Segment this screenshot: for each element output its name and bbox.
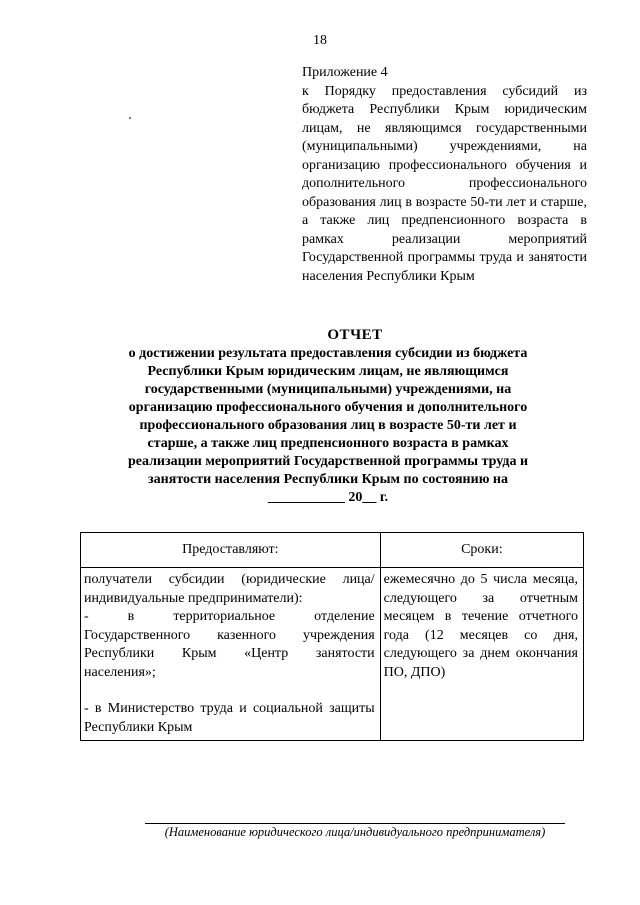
table-cell-deadlines: [380, 568, 583, 741]
page-number: 18: [313, 33, 327, 48]
table-header-cell: Предоставляют:: [81, 533, 381, 568]
submitters-text: - в Министерство труда и социальной защиты Республики Крым: [84, 701, 375, 735]
annex-block: [302, 64, 587, 286]
signature-line: [145, 823, 565, 824]
table-cell-submitters: [81, 568, 381, 741]
report-subtitle: о достижении результата предоставления субсидии из бюджета Республики Крым юридическим лицам, не являющимся государственными (муниципальными) учреждениями, на организацию профессионального обучения и дополнительного профессионального образования лиц в возрасте 50-ти лет и старше, а также лиц предпенсионного возраста в рамках реализации мероприятий Государственной программы труда и занятости населения Республики Крым по состоянию на ___________ 20__ г.: [127, 346, 529, 505]
table-header-cell: Сроки:: [380, 533, 583, 568]
scan-speck: [129, 117, 131, 119]
annex-body: к Порядку предоставления субсидий из бюджета Республики Крым юридическим лицам, не являющимся государственными (муниципальными) учреждениями, на организацию профессионального обучения и дополнительного профессионального образования лиц в возрасте 50-ти лет и старше, а также лиц предпенсионного возраста в рамках реализации мероприятий Государственной программы труда и занятости населения Республики Крым: [302, 83, 587, 284]
report-title: ОТЧЕТ: [327, 327, 383, 343]
table-header-row: [81, 533, 584, 568]
annex-title: Приложение 4: [302, 65, 388, 80]
schedule-table: [80, 532, 584, 741]
signature-caption: (Наименование юридического лица/индивидуального предпринимателя): [164, 825, 546, 839]
submitters-text: - в территориальное отделение Государственного казенного учреждения Республики Крым «Центр занятости населения»;: [84, 609, 375, 680]
spacer: [84, 682, 375, 700]
deadlines-text: ежемесячно до 5 числа месяца, следующего за отчетным месяцем в течение отчетного года (12 месяцев со дня, следующего за днем окончания ПО, ДПО): [383, 572, 578, 680]
table-row: [81, 568, 584, 741]
submitters-text: получатели субсидии (юридические лица/ индивидуальные предприниматели):: [84, 572, 375, 606]
